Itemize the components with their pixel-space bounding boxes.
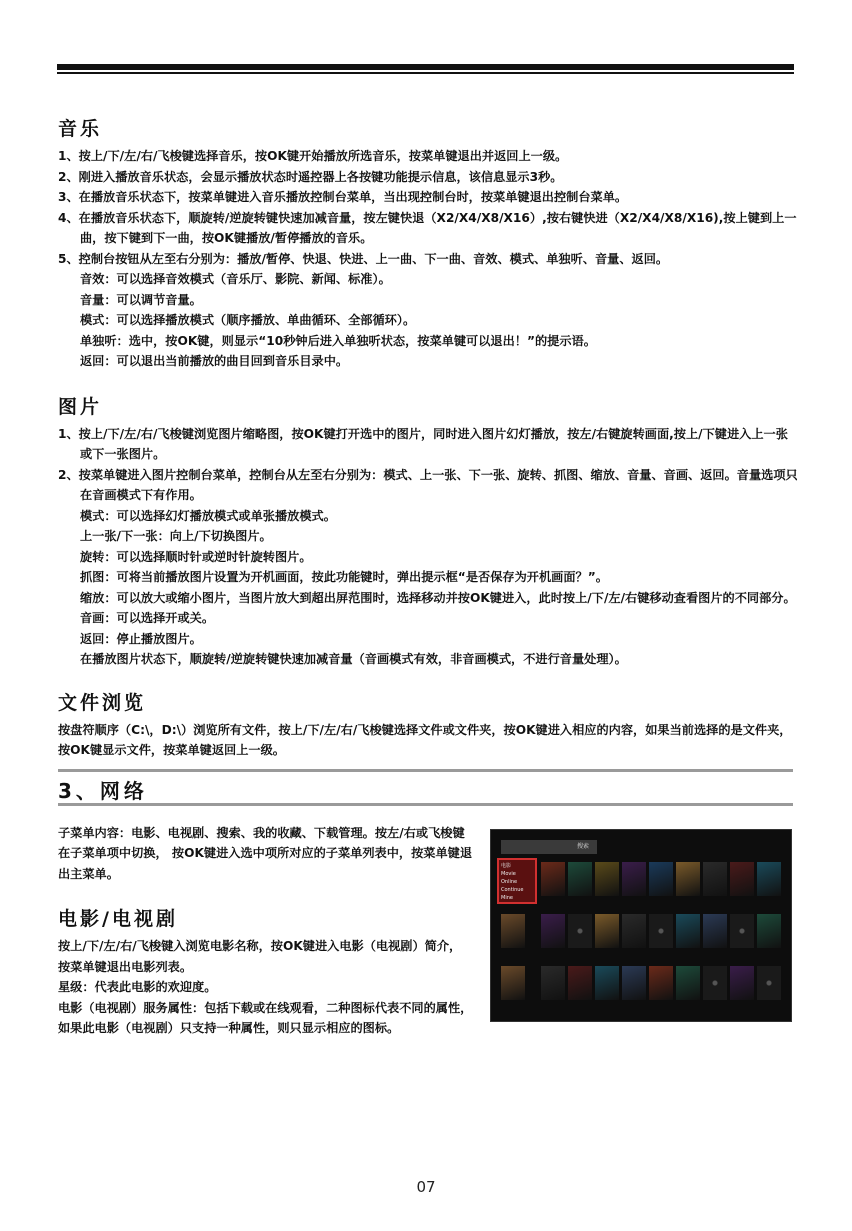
music-item-5: 5、控制台按钮从左至右分别为：播放/暂停、快退、快进、上一曲、下一曲、音效、模式、单独听、音量、返回。 bbox=[58, 251, 669, 266]
poster-thumbnail bbox=[703, 966, 727, 1000]
poster-thumbnail bbox=[541, 914, 565, 948]
top-rule-thin bbox=[57, 72, 794, 74]
poster-thumbnail bbox=[568, 966, 592, 1000]
poster-thumbnail bbox=[595, 862, 619, 896]
picture-heading: 图片 bbox=[58, 395, 103, 418]
poster-thumbnail bbox=[757, 862, 781, 896]
music-sub-effect: 音效：可以选择音效模式（音乐厅、影院、新闻、标准）。 bbox=[80, 272, 391, 286]
poster-thumbnail bbox=[501, 914, 525, 948]
poster-thumbnail bbox=[757, 966, 781, 1000]
movie-heading: 电影/电视剧 bbox=[58, 908, 178, 930]
screenshot-menu-item: Continue bbox=[501, 886, 524, 893]
screenshot-menu-item: 电影 bbox=[501, 862, 512, 869]
poster-thumbnail bbox=[541, 966, 565, 1000]
network-rule-bottom bbox=[58, 803, 793, 806]
picture-sub-return: 返回：停止播放图片。 bbox=[80, 631, 202, 646]
poster-thumbnail bbox=[730, 914, 754, 948]
screenshot-menu-item: Mine bbox=[501, 894, 513, 901]
poster-thumbnail bbox=[622, 862, 646, 896]
music-sub-return: 返回：可以退出当前播放的曲目回到音乐目录中。 bbox=[80, 354, 349, 368]
poster-thumbnail bbox=[622, 914, 646, 948]
picture-sub-rotate: 旋转：可以选择顺时针或逆时针旋转图片。 bbox=[80, 549, 312, 564]
movie-line-3: 电影（电视剧）服务属性：包括下载或在线观看，二种图标代表不同的属性，如果此电影（电视剧）只支持一种属性，则只显示相应的图标。 bbox=[58, 1000, 473, 1035]
music-sub-solo: 单独听：选中，按OK键，则显示“10秒钟后进入单独听状态，按菜单键可以退出！”的提示语。 bbox=[80, 333, 596, 348]
poster-thumbnail bbox=[649, 966, 673, 1000]
poster-thumbnail bbox=[703, 862, 727, 896]
network-heading: 3、网络 bbox=[58, 778, 148, 803]
picture-sub-mode: 模式：可以选择幻灯播放模式或单张播放模式。 bbox=[80, 508, 336, 523]
music-items bbox=[58, 146, 798, 372]
poster-thumbnail bbox=[676, 862, 700, 896]
movie-line-1: 按上/下/左/右/飞梭键入浏览电影名称，按OK键进入电影（电视剧）简介，按菜单键退出电影列表。 bbox=[58, 939, 462, 974]
music-item-3: 3、在播放音乐状态下，按菜单键进入音乐播放控制台菜单，当出现控制台时，按菜单键退出控制台菜单。 bbox=[58, 190, 628, 204]
movie-line-2: 星级：代表此电影的欢迎度。 bbox=[58, 980, 217, 994]
page-number: 07 bbox=[416, 1178, 436, 1196]
picture-sub-capture: 抓图：可将当前播放图片设置为开机画面，按此功能键时，弹出提示框“是否保存为开机画面？”。 bbox=[80, 570, 608, 584]
poster-thumbnail bbox=[757, 914, 781, 948]
picture-items bbox=[58, 424, 798, 670]
poster-thumbnail bbox=[730, 966, 754, 1000]
poster-thumbnail bbox=[730, 862, 754, 896]
picture-sub-musicpic: 音画：可以选择开或关。 bbox=[80, 611, 215, 625]
poster-thumbnail bbox=[703, 914, 727, 948]
poster-thumbnail bbox=[541, 862, 565, 896]
screenshot-search-label: 搜索 bbox=[577, 842, 590, 850]
picture-item-1: 1、按上/下/左/右/飞梭键浏览图片缩略图，按OK键打开选中的图片，同时进入图片幻灯播放，按左/右键旋转画面,按上/下键进入上一张或下一张图片。 bbox=[58, 426, 788, 461]
files-heading: 文件浏览 bbox=[58, 691, 147, 714]
music-sub-mode: 模式：可以选择播放模式（顺序播放、单曲循环、全部循环）。 bbox=[80, 313, 416, 327]
screenshot-menu bbox=[497, 858, 537, 904]
page-content bbox=[58, 116, 798, 1071]
screenshot-menu-item: Movie Online bbox=[501, 870, 518, 885]
poster-thumbnail bbox=[622, 966, 646, 1000]
network-intro: 子菜单内容：电影、电视剧、搜索、我的收藏、下载管理。按左/右或飞梭键在子菜单项中切换， 按OK键进入选中项所对应的子菜单列表中，按菜单键退出主菜单。 bbox=[58, 825, 473, 881]
music-heading: 音乐 bbox=[58, 118, 103, 140]
network-body bbox=[58, 811, 798, 1071]
picture-sub-volume: 在播放图片状态下，顺旋转/逆旋转键快速加减音量（音画模式有效，非音画模式，不进行音量处理）。 bbox=[80, 652, 627, 666]
poster-thumbnail bbox=[649, 914, 673, 948]
music-sub-volume: 音量：可以调节音量。 bbox=[80, 292, 202, 307]
network-screenshot bbox=[490, 829, 792, 1022]
poster-thumbnail bbox=[676, 914, 700, 948]
poster-thumbnail bbox=[595, 966, 619, 1000]
network-text-column bbox=[58, 823, 473, 1039]
poster-thumbnail bbox=[568, 914, 592, 948]
files-text: 按盘符顺序（C:\，D:\）浏览所有文件，按上/下/左/右/飞梭键选择文件或文件夹，按OK键进入相应的内容，如果当前选择的是文件夹，按OK键显示文件，按菜单键返回上一级。 bbox=[58, 722, 792, 757]
top-rule bbox=[57, 64, 794, 70]
poster-thumbnail bbox=[649, 862, 673, 896]
network-header bbox=[58, 769, 798, 811]
poster-thumbnail bbox=[568, 862, 592, 896]
music-item-4: 4、在播放音乐状态下，顺旋转/逆旋转键快速加减音量，按左键快退（X2/X4/X8/X16）,按右键快进（X2/X4/X8/X16),按上键到上一曲，按下键到下一曲，按OK键播放/暂停播放的音乐。 bbox=[58, 210, 797, 245]
music-item-1: 1、按上/下/左/右/飞梭键选择音乐，按OK键开始播放所选音乐，按菜单键退出并返回上一级。 bbox=[58, 149, 568, 163]
screenshot-search-bar bbox=[501, 840, 597, 854]
picture-sub-prevnext: 上一张/下一张：向上/下切换图片。 bbox=[80, 529, 272, 543]
picture-item-2: 2、按菜单键进入图片控制台菜单，控制台从左至右分别为：模式、上一张、下一张、旋转、抓图、缩放、音量、音画、返回。音量选项只在音画模式下有作用。 bbox=[58, 467, 798, 502]
music-item-2: 2、刚进入播放音乐状态，会显示播放状态时遥控器上各按键功能提示信息，该信息显示3秒。 bbox=[58, 169, 563, 184]
picture-sub-zoom: 缩放：可以放大或缩小图片，当图片放大到超出屏范围时，选择移动并按OK键进入，此时按上/下/左/右键移动查看图片的不同部分。 bbox=[80, 590, 796, 605]
poster-thumbnail bbox=[501, 966, 525, 1000]
network-rule-top bbox=[58, 769, 793, 772]
poster-thumbnail bbox=[595, 914, 619, 948]
poster-thumbnail bbox=[676, 966, 700, 1000]
